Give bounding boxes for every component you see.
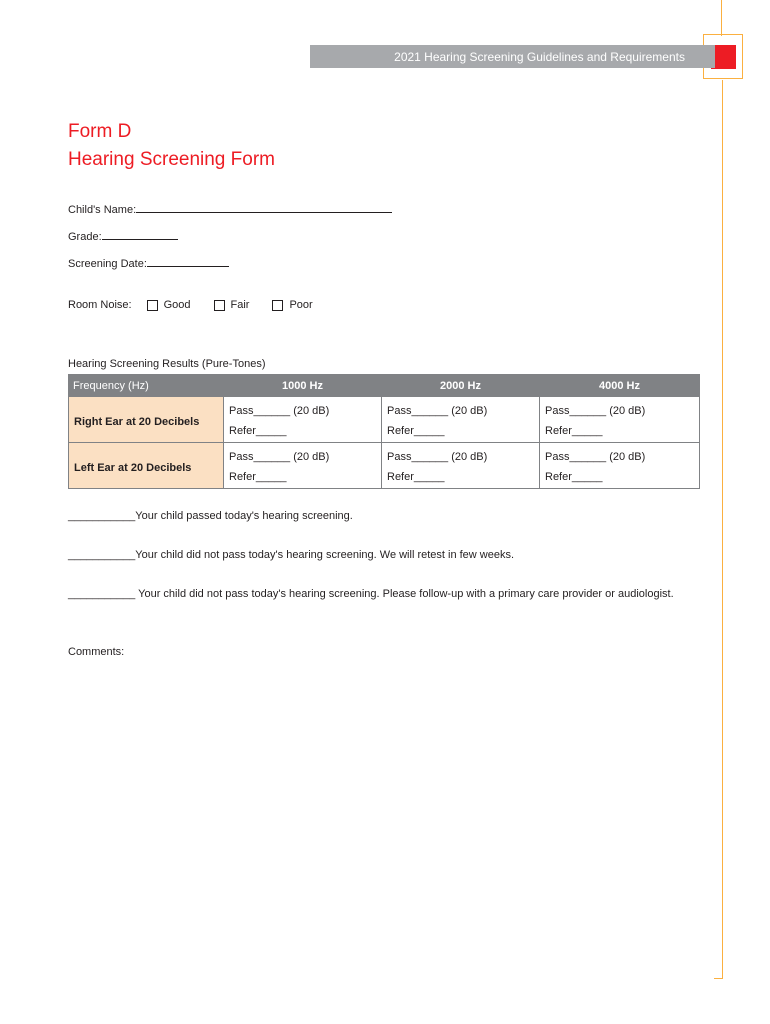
row-label: Right Ear at 20 Decibels [69, 397, 224, 443]
column-header: 4000 Hz [540, 375, 700, 397]
guide-line [721, 0, 722, 36]
comments-label: Comments: [68, 646, 125, 658]
grade-line[interactable] [102, 230, 178, 240]
statement-retest: ___________Your child did not pass today's hearing screening. We will retest in few weeks. [68, 549, 515, 561]
guide-line [722, 80, 723, 978]
statement-passed: ___________Your child passed today's hearing screening. [68, 510, 353, 522]
screening-date-label: Screening Date: [68, 258, 147, 270]
results-header-row [69, 375, 700, 397]
room-noise-group [68, 299, 313, 311]
guide-tick [714, 978, 723, 979]
header-bar [310, 45, 715, 68]
result-cell[interactable]: Pass______ (20 dB) Refer_____ [382, 397, 540, 443]
column-header: 1000 Hz [224, 375, 382, 397]
column-header: 2000 Hz [382, 375, 540, 397]
room-noise-poor[interactable]: Poor [272, 299, 312, 311]
grade-field[interactable] [68, 230, 178, 243]
grade-label: Grade: [68, 231, 102, 243]
result-cell[interactable]: Pass______ (20 dB) Refer_____ [224, 443, 382, 489]
form-code: Form D [68, 121, 132, 142]
child-name-line[interactable] [136, 203, 392, 213]
row-label: Left Ear at 20 Decibels [69, 443, 224, 489]
room-noise-label: Room Noise: [68, 299, 132, 311]
form-title: Hearing Screening Form [68, 149, 275, 170]
table-row [69, 443, 700, 489]
checkbox[interactable] [214, 300, 225, 311]
room-noise-fair[interactable]: Fair [214, 299, 250, 311]
child-name-label: Child's Name: [68, 204, 137, 216]
result-cell[interactable]: Pass______ (20 dB) Refer_____ [540, 443, 700, 489]
screening-date-field[interactable] [68, 257, 229, 270]
child-name-field[interactable] [68, 203, 392, 216]
statement-followup: ___________ Your child did not pass today's hearing screening. Please follow-up with a primary care provider or audiologist. [68, 588, 674, 600]
result-cell[interactable]: Pass______ (20 dB) Refer_____ [540, 397, 700, 443]
screening-date-line[interactable] [147, 257, 229, 267]
column-header: Frequency (Hz) [69, 375, 224, 397]
checkbox[interactable] [147, 300, 158, 311]
table-row [69, 397, 700, 443]
checkbox[interactable] [272, 300, 283, 311]
results-title: Hearing Screening Results (Pure-Tones) [68, 358, 266, 370]
results-table [68, 374, 700, 489]
result-cell[interactable]: Pass______ (20 dB) Refer_____ [224, 397, 382, 443]
room-noise-good[interactable]: Good [147, 299, 191, 311]
result-cell[interactable]: Pass______ (20 dB) Refer_____ [382, 443, 540, 489]
header-title: 2021 Hearing Screening Guidelines and Requirements [394, 49, 685, 64]
